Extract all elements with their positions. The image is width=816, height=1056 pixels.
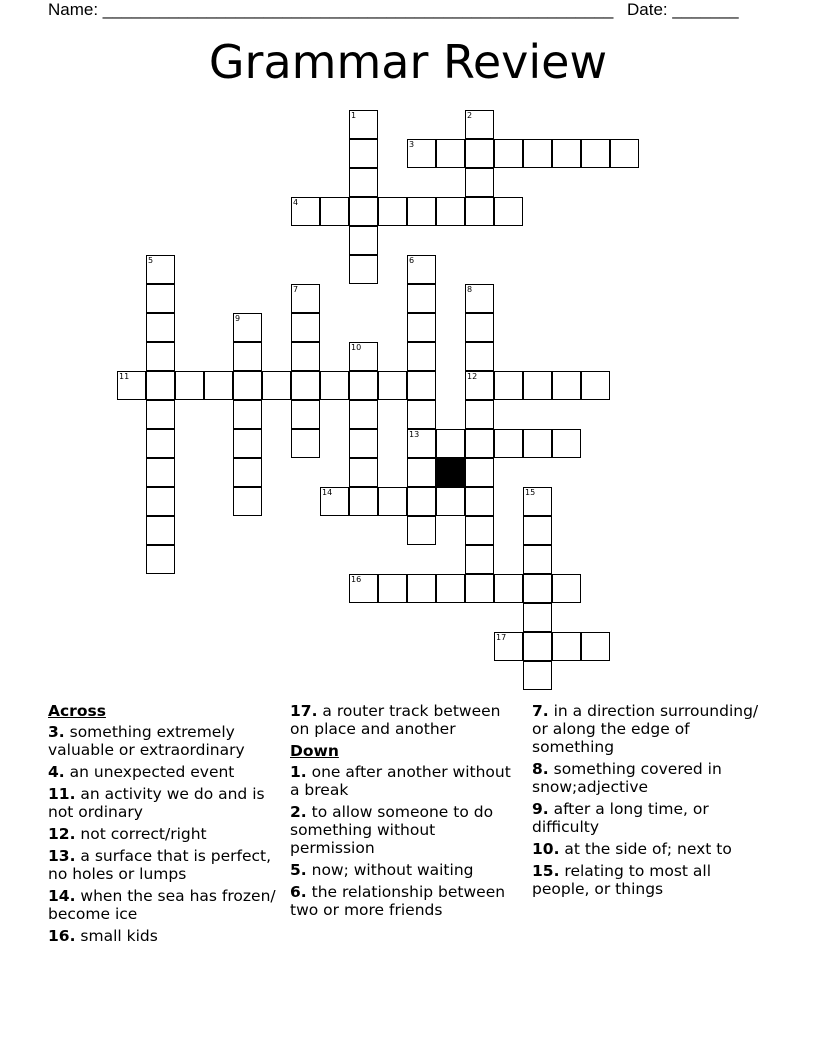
clue-number: 12. [48,825,76,843]
crossword-cell[interactable] [436,139,465,168]
clue-number: 8. [532,760,549,778]
crossword-cell[interactable] [349,342,378,371]
crossword-cell[interactable] [320,197,349,226]
crossword-cell[interactable] [494,197,523,226]
crossword-cell[interactable] [146,313,175,342]
crossword-cell[interactable] [523,632,552,661]
crossword-cell[interactable] [291,313,320,342]
crossword-cell[interactable] [465,429,494,458]
crossword-block-cell [436,458,465,487]
crossword-cell[interactable] [349,429,378,458]
clue-number: 4. [48,763,65,781]
clue-number: 11. [48,785,76,803]
crossword-cell[interactable] [465,342,494,371]
clue-across-14 [48,887,276,923]
crossword-cell[interactable] [349,110,378,139]
crossword-cell[interactable] [407,255,436,284]
crossword-cell[interactable] [146,429,175,458]
crossword-cell[interactable] [436,429,465,458]
crossword-cell[interactable] [465,487,494,516]
clue-number-label: 16 [351,575,362,584]
crossword-cell[interactable] [581,139,610,168]
clue-text: when the sea has frozen/ become ice [48,887,276,923]
down-heading: Down [290,742,339,760]
crossword-cell[interactable] [436,487,465,516]
name-field[interactable]: Name: ______________________________________________________ [48,0,614,19]
crossword-cell[interactable] [494,139,523,168]
crossword-cell[interactable] [523,574,552,603]
clue-number-label: 4 [293,198,299,207]
clue-number: 5. [290,861,307,879]
clue-down-9 [532,800,760,836]
crossword-cell[interactable] [233,313,262,342]
clue-number-label: 1 [351,111,357,120]
crossword-cell[interactable] [610,139,639,168]
crossword-cell[interactable] [349,226,378,255]
crossword-cell[interactable] [262,371,291,400]
crossword-cell[interactable] [523,516,552,545]
crossword-cell[interactable] [291,197,320,226]
crossword-cell[interactable] [378,487,407,516]
crossword-cell[interactable] [233,429,262,458]
clue-text: small kids [80,927,158,945]
crossword-cell[interactable] [204,371,233,400]
crossword-cell[interactable] [146,545,175,574]
clue-text: the relationship between two or more friends [290,883,506,919]
crossword-cell[interactable] [465,516,494,545]
crossword-cell[interactable] [320,487,349,516]
clue-text: at the side of; next to [564,840,732,858]
crossword-cell[interactable] [494,632,523,661]
crossword-cell[interactable] [494,429,523,458]
clue-number-label: 14 [322,488,333,497]
page-title: Grammar Review [208,35,608,89]
across-heading: Across [48,702,106,720]
crossword-cell[interactable] [465,139,494,168]
crossword-cell[interactable] [523,429,552,458]
clue-number: 9. [532,800,549,818]
crossword-cell[interactable] [523,545,552,574]
clue-across-11 [48,785,276,821]
clue-number-label: 6 [409,256,415,265]
crossword-cell[interactable] [407,197,436,226]
date-field[interactable]: Date: _______ [627,0,739,19]
clue-text: one after another without a break [290,763,511,799]
clue-down-10 [532,840,760,858]
crossword-cell[interactable] [233,371,262,400]
clue-number-label: 10 [351,343,362,352]
clue-down-5 [290,861,518,879]
crossword-cell[interactable] [407,284,436,313]
clue-text: a router track between on place and another [290,702,501,738]
crossword-cell[interactable] [233,400,262,429]
clue-number-label: 5 [148,256,154,265]
clue-down-2 [290,803,518,857]
crossword-cell[interactable] [494,371,523,400]
crossword-cell[interactable] [465,313,494,342]
crossword-cell[interactable] [465,284,494,313]
crossword-cell[interactable] [407,139,436,168]
clue-number: 7. [532,702,549,720]
clue-number-label: 17 [496,633,507,642]
crossword-cell[interactable] [146,284,175,313]
crossword-cell[interactable] [349,458,378,487]
clue-number: 3. [48,723,65,741]
clue-number: 10. [532,840,560,858]
crossword-cell[interactable] [465,110,494,139]
clue-number-label: 2 [467,111,473,120]
crossword-cell[interactable] [146,342,175,371]
clue-down-6 [290,883,518,919]
clue-number: 2. [290,803,307,821]
clue-across-12 [48,825,276,843]
crossword-cell[interactable] [349,400,378,429]
crossword-cell[interactable] [407,429,436,458]
clue-text: now; without waiting [311,861,474,879]
clue-number-label: 3 [409,140,415,149]
crossword-cell[interactable] [552,139,581,168]
crossword-cell[interactable] [523,487,552,516]
clue-column-2 [290,702,518,923]
crossword-cell[interactable] [407,574,436,603]
crossword-cell[interactable] [465,458,494,487]
clue-across-17 [290,702,518,738]
clue-number-label: 7 [293,285,299,294]
crossword-cell[interactable] [494,574,523,603]
crossword-cell[interactable] [175,371,204,400]
crossword-cell[interactable] [291,284,320,313]
clue-text: an activity we do and is not ordinary [48,785,265,821]
clue-down-1 [290,763,518,799]
crossword-cell[interactable] [552,574,581,603]
crossword-cell[interactable] [407,400,436,429]
crossword-cell[interactable] [117,371,146,400]
crossword-cell[interactable] [146,255,175,284]
crossword-cell[interactable] [407,487,436,516]
crossword-cell[interactable] [407,516,436,545]
crossword-cell[interactable] [465,400,494,429]
crossword-cell[interactable] [407,313,436,342]
clue-down-7 [532,702,760,756]
clue-number: 15. [532,862,560,880]
clue-number-label: 8 [467,285,473,294]
clue-text: something extremely valuable or extraordinary [48,723,245,759]
crossword-cell[interactable] [233,458,262,487]
crossword-cell[interactable] [349,139,378,168]
crossword-cell[interactable] [320,371,349,400]
crossword-cell[interactable] [523,661,552,690]
crossword-cell[interactable] [349,371,378,400]
crossword-cell[interactable] [146,516,175,545]
clue-text: an unexpected event [69,763,235,781]
crossword-cell[interactable] [146,487,175,516]
clue-number-label: 15 [525,488,536,497]
clue-number-label: 13 [409,430,420,439]
crossword-cell[interactable] [581,371,610,400]
clue-text: after a long time, or difficulty [532,800,709,836]
clue-down-15 [532,862,760,898]
clue-down-8 [532,760,760,796]
clue-text: not correct/right [80,825,207,843]
clue-across-13 [48,847,276,883]
crossword-cell[interactable] [291,371,320,400]
clue-number: 16. [48,927,76,945]
crossword-cell[interactable] [349,197,378,226]
clue-number: 17. [290,702,318,720]
clue-across-4 [48,763,276,781]
clue-text: in a direction surrounding/ or along the edge of something [532,702,759,756]
crossword-cell[interactable] [291,400,320,429]
crossword-cell[interactable] [523,603,552,632]
crossword-cell[interactable] [349,255,378,284]
crossword-cell[interactable] [146,400,175,429]
crossword-cell[interactable] [436,197,465,226]
crossword-cell[interactable] [378,197,407,226]
crossword-cell[interactable] [291,429,320,458]
clue-number: 6. [290,883,307,901]
crossword-cell[interactable] [378,371,407,400]
clue-across-16 [48,927,276,945]
crossword-cell[interactable] [581,632,610,661]
clue-number-label: 12 [467,372,478,381]
crossword-cell[interactable] [552,429,581,458]
crossword-cell[interactable] [349,168,378,197]
clue-number: 14. [48,887,76,905]
crossword-cell[interactable] [552,371,581,400]
clue-text: a surface that is perfect, no holes or lumps [48,847,272,883]
crossword-cell[interactable] [465,545,494,574]
crossword-cell[interactable] [233,487,262,516]
crossword-cell[interactable] [523,371,552,400]
crossword-cell[interactable] [233,342,262,371]
crossword-cell[interactable] [407,342,436,371]
clue-text: to allow someone to do something without permission [290,803,494,857]
crossword-cell[interactable] [465,197,494,226]
crossword-cell[interactable] [349,574,378,603]
clue-number: 13. [48,847,76,865]
clue-column-3 [532,702,760,902]
clue-number-label: 9 [235,314,241,323]
crossword-cell[interactable] [407,458,436,487]
clue-across-3 [48,723,276,759]
crossword-cell[interactable] [552,632,581,661]
clue-text: something covered in snow;adjective [532,760,722,796]
clue-column-1 [48,702,276,949]
clue-number-label: 11 [119,372,130,381]
crossword-cell[interactable] [407,371,436,400]
crossword-cell[interactable] [465,574,494,603]
crossword-cell[interactable] [378,574,407,603]
crossword-cell[interactable] [291,342,320,371]
crossword-cell[interactable] [146,371,175,400]
crossword-cell[interactable] [146,458,175,487]
crossword-cell[interactable] [349,487,378,516]
crossword-cell[interactable] [523,139,552,168]
clue-text: relating to most all people, or things [532,862,712,898]
crossword-cell[interactable] [436,574,465,603]
clue-number: 1. [290,763,307,781]
crossword-cell[interactable] [465,371,494,400]
crossword-cell[interactable] [465,168,494,197]
